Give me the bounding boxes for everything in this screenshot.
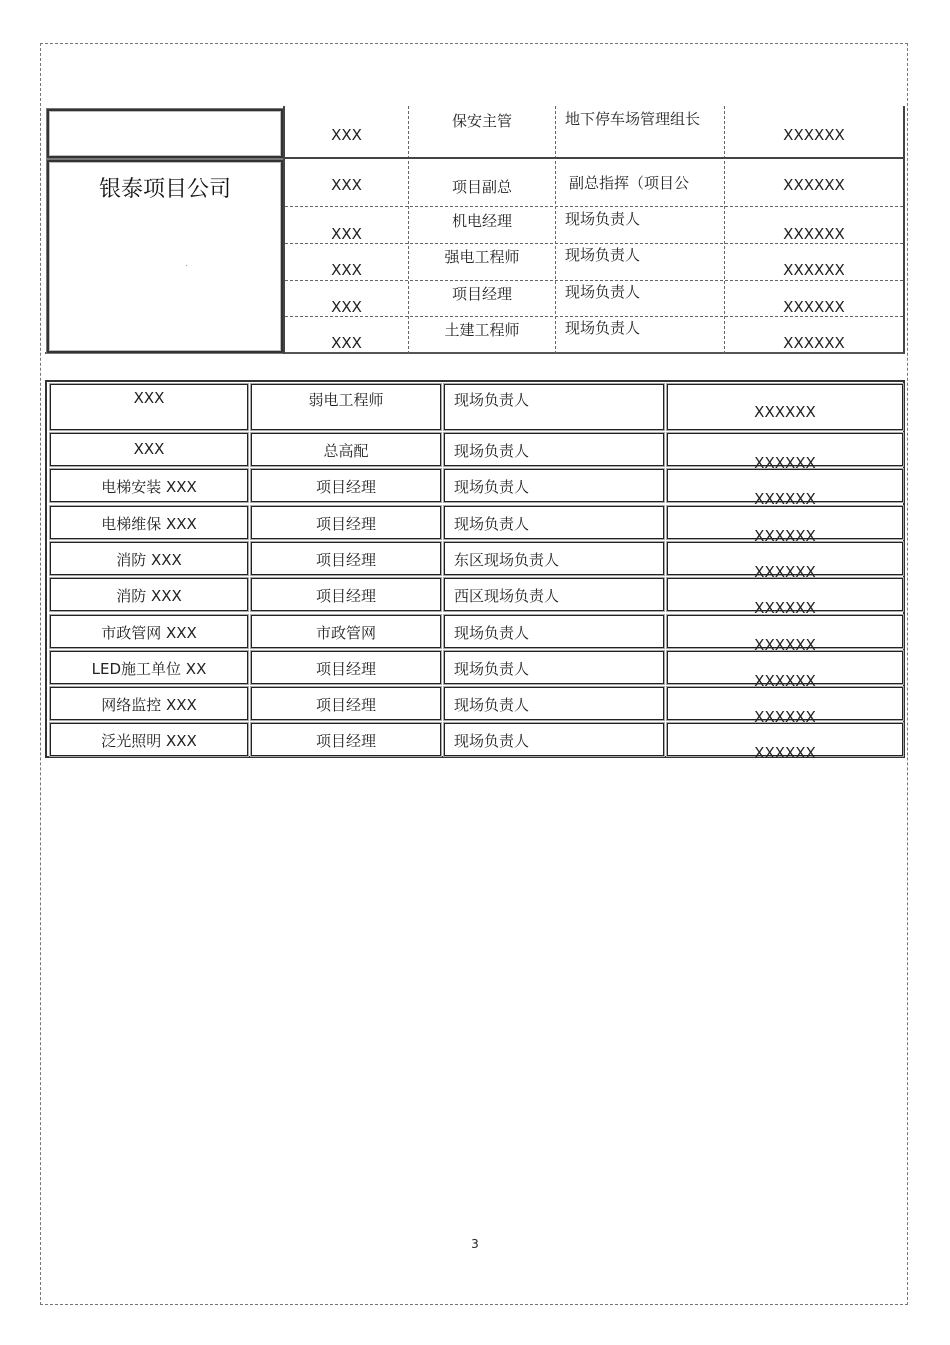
duty-cell: 现场负责人 xyxy=(444,384,664,430)
duty-cell: 现场负责人 xyxy=(565,319,641,337)
company-name: 银泰项目公司 xyxy=(98,177,231,202)
phone-cell: XXXXXX xyxy=(783,225,845,243)
name-cell: XXX xyxy=(331,334,362,352)
unit-cell: 消防 XXX xyxy=(50,578,248,611)
row-separator xyxy=(285,157,903,159)
role-cell: 项目经理 xyxy=(251,506,441,539)
name-cell: XXX xyxy=(331,261,362,279)
contact-rows xyxy=(283,106,905,354)
phone-cell: XXXXXX xyxy=(667,506,903,539)
unit-cell: 电梯维保 XXX xyxy=(50,506,248,539)
table-row xyxy=(48,721,903,762)
role-cell: 项目经理 xyxy=(251,578,441,611)
role-cell: 市政管网 xyxy=(251,615,441,648)
table-row xyxy=(48,576,903,617)
name-cell: XXX xyxy=(331,298,362,316)
table-row xyxy=(285,207,903,243)
role-cell: 项目经理 xyxy=(251,542,441,575)
role-cell: 土建工程师 xyxy=(444,321,520,339)
table-row xyxy=(48,613,903,654)
name-cell: XXX xyxy=(331,126,362,144)
role-cell: 项目经理 xyxy=(251,651,441,684)
table-row xyxy=(48,685,903,726)
role-cell: 项目经理 xyxy=(251,687,441,720)
role-cell: 保安主管 xyxy=(451,112,512,130)
duty-cell: 东区现场负责人 xyxy=(444,542,664,575)
phone-cell: XXXXXX xyxy=(783,334,845,352)
role-cell: 弱电工程师 xyxy=(251,384,441,430)
table-row xyxy=(48,649,903,690)
unit-cell: 网络监控 XXX xyxy=(50,687,248,720)
table-row xyxy=(285,160,903,207)
duty-cell: 副总指挥（项目公 xyxy=(569,174,690,192)
duty-cell: 现场负责人 xyxy=(565,246,641,264)
duty-cell: 现场负责人 xyxy=(444,506,664,539)
table-row xyxy=(48,382,903,430)
company-cell xyxy=(47,160,283,353)
duty-cell: 现场负责人 xyxy=(444,433,664,466)
phone-cell: XXXXXX xyxy=(783,261,845,279)
table-row xyxy=(285,106,903,158)
role-cell: 总高配 xyxy=(251,433,441,466)
phone-cell: XXXXXX xyxy=(667,578,903,611)
phone-cell: XXXXXX xyxy=(667,542,903,575)
stray-dot xyxy=(186,265,187,266)
duty-cell: 现场负责人 xyxy=(444,469,664,502)
table-row xyxy=(285,243,903,279)
unit-cell: 市政管网 XXX xyxy=(50,615,248,648)
unit-cell: 电梯安装 XXX xyxy=(50,469,248,502)
table-row xyxy=(48,540,903,581)
phone-cell: XXXXXX xyxy=(667,687,903,720)
duty-cell: 现场负责人 xyxy=(444,651,664,684)
phone-cell: XXXXXX xyxy=(667,384,903,430)
phone-cell: XXXXXX xyxy=(783,298,845,316)
role-cell: 项目经理 xyxy=(451,285,512,303)
phone-cell: XXXXXX xyxy=(667,615,903,648)
duty-cell: 现场负责人 xyxy=(444,615,664,648)
unit-cell: XXX xyxy=(50,433,248,466)
unit-cell: 泛光照明 XXX xyxy=(50,723,248,756)
role-cell: 项目经理 xyxy=(251,723,441,756)
table-row xyxy=(285,316,903,352)
table-row xyxy=(48,467,903,508)
contact-table-1 xyxy=(45,106,905,354)
phone-cell: XXXXXX xyxy=(783,126,845,144)
phone-cell: XXXXXX xyxy=(667,433,903,466)
duty-cell: 地下停车场管理组长 xyxy=(565,110,701,128)
blank-cell xyxy=(47,109,283,158)
unit-cell: LED施工单位 XX xyxy=(50,651,248,684)
role-cell: 项目副总 xyxy=(451,178,512,196)
unit-cell: 消防 XXX xyxy=(50,542,248,575)
role-cell: 机电经理 xyxy=(451,212,512,230)
role-cell: 强电工程师 xyxy=(444,248,520,266)
phone-cell: XXXXXX xyxy=(783,176,845,194)
page-number: 3 xyxy=(471,1237,479,1251)
phone-cell: XXXXXX xyxy=(667,469,903,502)
duty-cell: 现场负责人 xyxy=(444,687,664,720)
table-row xyxy=(285,280,903,316)
duty-cell: 现场负责人 xyxy=(565,210,641,228)
duty-cell: 现场负责人 xyxy=(444,723,664,756)
name-cell: XXX xyxy=(331,225,362,243)
unit-cell: XXX xyxy=(50,384,248,430)
phone-cell: XXXXXX xyxy=(667,723,903,756)
role-cell: 项目经理 xyxy=(251,469,441,502)
phone-cell: XXXXXX xyxy=(667,651,903,684)
duty-cell: 西区现场负责人 xyxy=(444,578,664,611)
table-row xyxy=(48,504,903,545)
name-cell: XXX xyxy=(331,176,362,194)
duty-cell: 现场负责人 xyxy=(565,283,641,301)
table-row xyxy=(48,431,903,472)
contact-table-2 xyxy=(45,380,905,762)
